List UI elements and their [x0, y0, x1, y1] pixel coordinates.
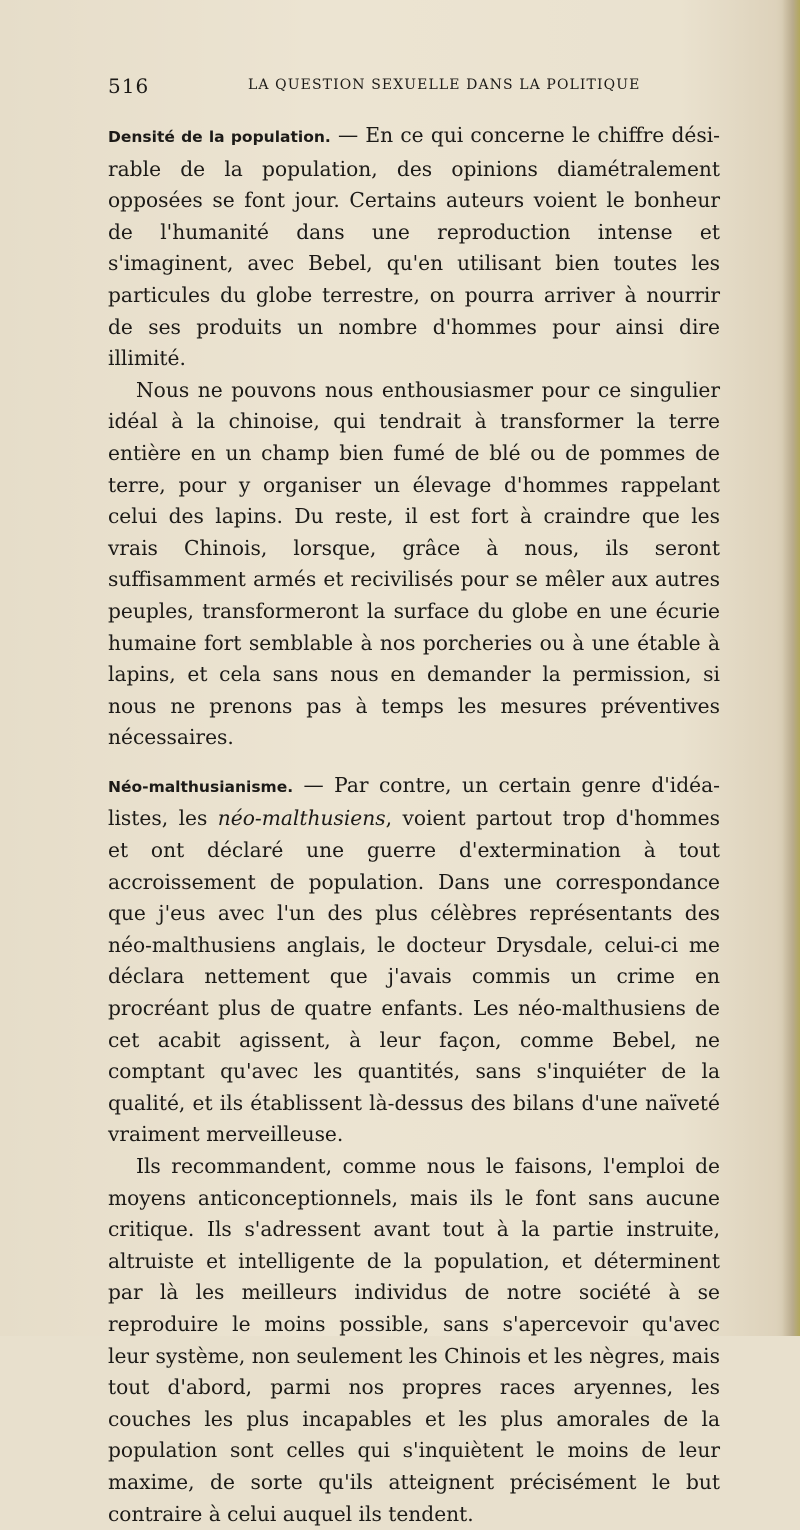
paragraph-text: Nous ne pouvons nous enthousiasmer pour ce singulier idéal à la chinoise, qui tendrait à transformer la terre entière en un champ bien fumé de blé ou de pommes de terre, pour y organiser un élevage d'hommes rappelant celui des lapins. Du reste, il est fort à craindre que les vrais Chinois, lorsque, grâce à nous, ils seront suffisamment armés et recivilisés pour se mêler aux autres peuples, transformeront la surface du globe en une écurie humaine fort semblable à nos porcheries ou à une étable à lapins, et cela sans nous en demander la permission, si nous ne prenons pas à temps les mesures préventives nécessaires. — [108, 377, 720, 750]
paragraph-density — [108, 120, 720, 375]
paragraph-text: — Par contre, un certain genre d'idéalistes, les — [108, 772, 720, 831]
page-edge-shadow — [782, 0, 800, 1336]
paragraph-contraception — [108, 1151, 720, 1530]
paragraph-text: — En ce qui concerne le chiffre désirable de la population, des opinions diamétralement opposées se font jour. Certains auteurs voient le bonheur de l'humanité dans une reproduction intense et s'imaginent, avec Bebel, qu'en utilisant bien toutes les particules du globe terrestre, on pourra arriver à nourrir de ses produits un nombre d'hommes pour ainsi dire illimité. — [108, 123, 720, 371]
italic-term: néo-malthusiens — [217, 806, 386, 831]
body-text — [108, 120, 720, 1530]
paragraph-neo-malthusianism — [108, 770, 720, 1151]
page-number: 516 — [108, 74, 150, 98]
paragraph-text: Ils recommandent, comme nous le faisons, l'emploi de moyens anticonceptionnels, mais ils le font sans aucune critique. Ils s'adressent avant tout à la partie instruite, altruiste et intelligente de la population, et déterminent par là les meilleurs individus de notre société à se reproduire le moins possible, sans s'apercevoir qu'avec leur système, non seulement les Chinois et les nègres, mais tout d'abord, parmi nos propres races aryennes, les couches les plus incapables et les plus amorales de la population sont celles qui s'inquiètent le moins de leur maxime, de sorte qu'ils atteignent précisément le but contraire à celui auquel ils tendent. — [108, 1154, 720, 1526]
page-header — [108, 74, 708, 98]
paragraph-text: , voient partout trop d'hommes et ont déclaré une guerre d'extermination à tout accroissement de population. Dans une correspondance que j'eus avec l'un des plus célèbres représentants des néo-malthusiens anglais, le docteur Drysdale, celui-ci me déclara nettement que j'avais commis un crime en procréant plus de quatre enfants. Les néo-malthusiens de cet acabit agissent, à leur façon, comme Bebel, ne comptant qu'avec les quantités, sans s'inquiéter de la qualité, et ils établissent là-dessus des bilans d'une naïveté vraiment merveilleuse. — [108, 806, 720, 1147]
section-heading-neo-malthusianism: Néo-malthusianisme. — [108, 777, 294, 796]
running-title: LA QUESTION SEXUELLE DANS LA POLITIQUE — [248, 77, 641, 93]
paragraph-chinese-ideal — [108, 375, 720, 754]
section-heading-density: Densité de la population. — [108, 128, 331, 146]
